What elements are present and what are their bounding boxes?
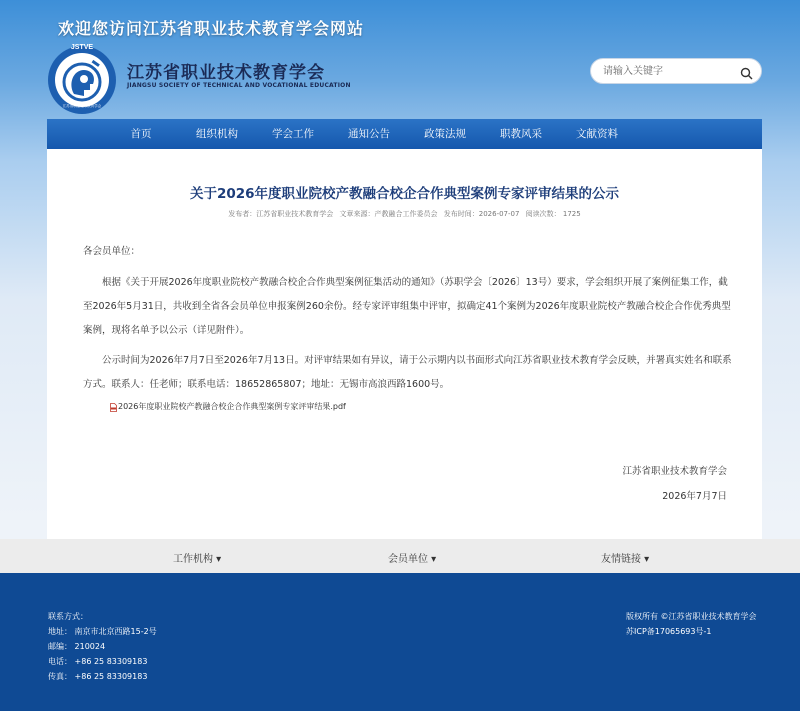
- nav-item-policies[interactable]: 政策法规: [424, 128, 466, 140]
- site-footer: [0, 573, 800, 711]
- meta-views: 阅读次数： 1725: [525, 210, 581, 218]
- links-band: [0, 539, 800, 573]
- footer-postcode: 邮编： 210024: [48, 642, 106, 651]
- search-box[interactable]: [590, 58, 762, 84]
- signature-organization: 江苏省职业技术教育学会: [622, 466, 727, 477]
- nav-item-documents[interactable]: 文献资料: [576, 128, 618, 140]
- site-name: 江苏省职业技术教育学会: [127, 63, 325, 83]
- footer-contact-title: 联系方式：: [48, 612, 88, 621]
- nav-item-notices[interactable]: 通知公告: [348, 128, 390, 140]
- meta-time: 发布时间：2026-07-07: [443, 210, 520, 218]
- logo-badge: JSTVE: [70, 44, 94, 51]
- search-icon[interactable]: [740, 65, 753, 78]
- site-logo[interactable]: [46, 44, 118, 116]
- footer-icp[interactable]: 苏ICP备17065693号-1: [626, 627, 712, 636]
- footer-address: 地址： 南京市北京西路15-2号: [48, 627, 157, 636]
- article-panel: [47, 149, 762, 539]
- welcome-banner-text: 欢迎您访问江苏省职业技术教育学会网站: [58, 19, 365, 38]
- search-input[interactable]: [603, 64, 743, 79]
- meta-source: 文章来源：产教融合工作委员会: [339, 210, 438, 218]
- article-paragraph: 根据《关于开展2026年度职业院校产教融合校企合作典型案例征集活动的通知》（苏职学会〔2026〕13号）要求，学会组织开展了案例征集工作，截至2026年5月31日，共收到全省各会员单位申报案例260余份。经专家评审组集中评审，拟确定41个案例为2026年度职业院校产教融合校企合作优秀典型案例，现将名单予以公示（详见附件）。: [83, 277, 731, 336]
- footer-phone: 电话： +86 25 83309183: [48, 657, 148, 666]
- site-name-english: JIANGSU SOCIETY OF TECHNICAL AND VOCATIONAL EDUCATION: [127, 82, 351, 89]
- signature-date: 2026年7月7日: [662, 491, 727, 502]
- article-paragraph: 公示时间为2026年7月7日至2026年7月13日。对评审结果如有异议，请于公示期内以书面形式向江苏省职业技术教育学会反映，并署真实姓名和联系方式。联系人：任老师；联系电话：18652865807；地址：无锡市高浪西路1600号。: [83, 355, 732, 390]
- main-nav: [47, 119, 762, 149]
- attachment-filename[interactable]: 2026年度职业院校产教融合校企合作典型案例专家评审结果.pdf: [118, 402, 346, 411]
- dropdown-work-agencies[interactable]: 工作机构 ▾: [173, 554, 222, 565]
- attachment-link[interactable]: [110, 401, 346, 412]
- footer-copyright-block: [626, 609, 757, 639]
- pdf-file-icon: [110, 403, 117, 412]
- nav-item-organization[interactable]: 组织机构: [196, 128, 238, 140]
- dropdown-member-units[interactable]: 会员单位 ▾: [388, 554, 437, 565]
- article-title: 关于2026年度职业院校产教融合校企合作典型案例专家评审结果的公示: [189, 186, 620, 202]
- article-body: [83, 243, 733, 397]
- article-greeting: 各会员单位：: [83, 246, 141, 257]
- footer-contact: [48, 609, 157, 684]
- meta-publisher: 发布者：江苏省职业技术教育学会: [228, 210, 334, 218]
- footer-fax: 传真： +86 25 83309183: [48, 672, 148, 681]
- nav-item-society-work[interactable]: 学会工作: [272, 128, 314, 140]
- nav-item-home[interactable]: 首页: [130, 128, 152, 140]
- article-meta: [47, 209, 762, 219]
- nav-item-showcase[interactable]: 职教风采: [500, 128, 542, 140]
- logo-ring-text: 江苏省职业技术教育学会: [62, 104, 102, 108]
- footer-copyright: 版权所有 ©江苏省职业技术教育学会: [626, 612, 757, 621]
- dropdown-friendly-links[interactable]: 友情链接 ▾: [601, 554, 650, 565]
